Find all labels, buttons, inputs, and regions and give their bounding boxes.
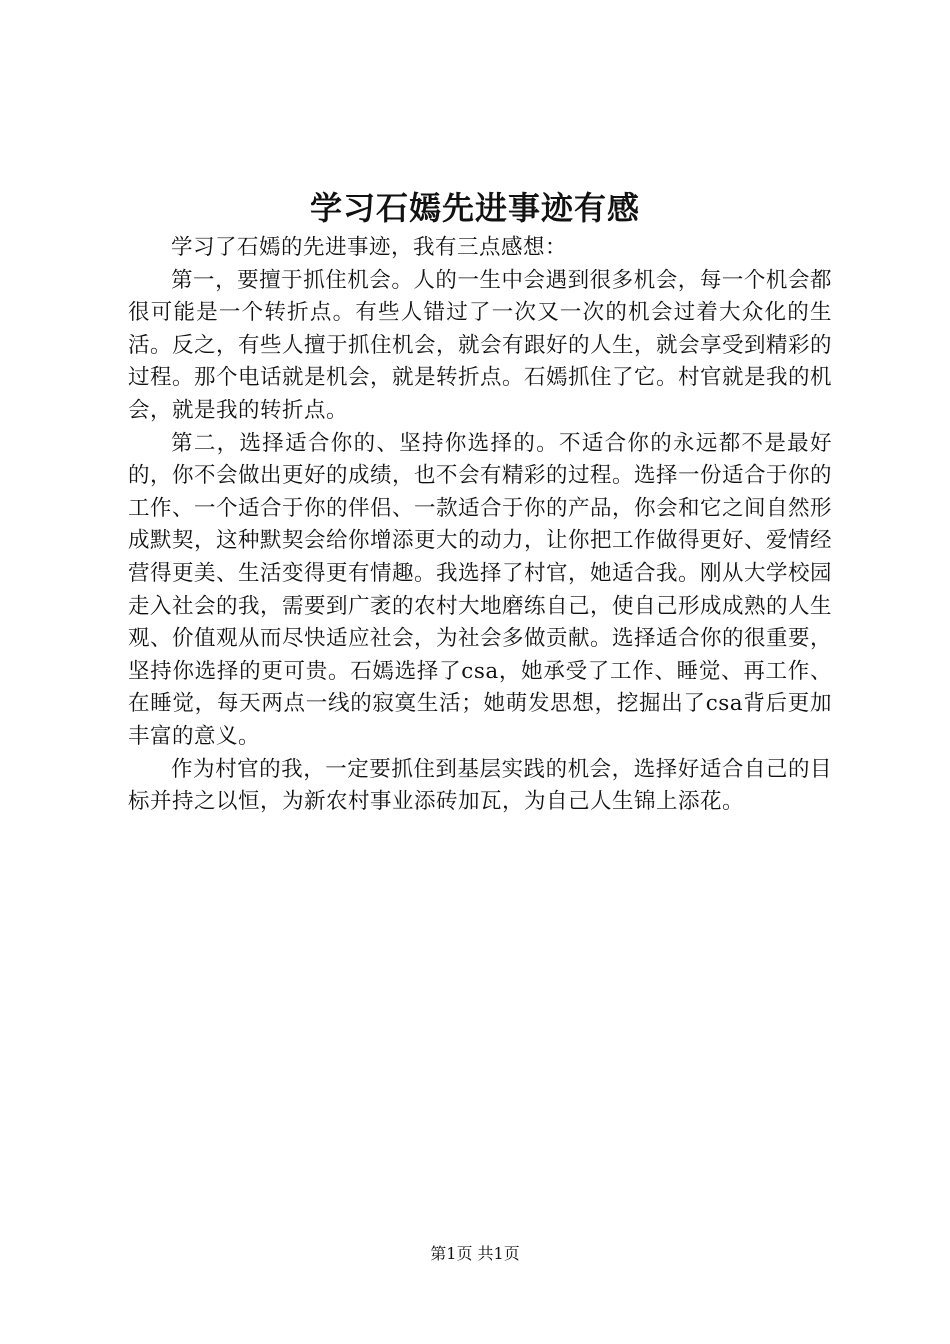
paragraph-intro: 学习了石嫣的先进事迹，我有三点感想：: [171, 235, 568, 260]
paragraph-first-point: 第一，要擅于抓住机会。人的一生中会遇到很多机会，每一个机会都很可能是一个转折点。有些人错过了一次又一次的机会过着大众化的生活。反之，有些人擅于抓住机会，就会有跟好的人生，就会享受到精彩的过程。那个电话就是机会，就是转折点。石嫣抓住了它。村官就是我的机会，就是我的转折点。: [128, 267, 833, 423]
page-footer: 第1页 共1页: [430, 1244, 520, 1263]
paragraph-second-point: 第二，选择适合你的、坚持你选择的。不适合你的永远都不是最好的，你不会做出更好的成绩，也不会有精彩的过程。选择一份适合于你的工作、一个适合于你的伴侣、一款适合于你的产品，你会和它之间自然形成默契，这种默契会给你增添更大的动力，让你把工作做得更好、爱情经营得更美、生活变得更有情趣。我选择了村官，她适合我。刚从大学校园走入社会的我，需要到广袤的农村大地磨练自己，使自己形成成熟的人生观、价值观从而尽快适应社会，为社会多做贡献。选择适合你的很重要，坚持你选择的更可贵。石嫣选择了csa，她承受了工作、睡觉、再工作、在睡觉，每天两点一线的寂寞生活；她萌发思想，挖掘出了csa背后更加丰富的意义。: [128, 430, 833, 749]
paragraph-conclusion: 作为村官的我，一定要抓住到基层实践的机会，选择好适合自己的目标并持之以恒，为新农村事业添砖加瓦，为自己人生锦上添花。: [128, 756, 832, 815]
document-title: 学习石嫣先进事迹有感: [309, 189, 640, 227]
document-body: [128, 232, 832, 819]
